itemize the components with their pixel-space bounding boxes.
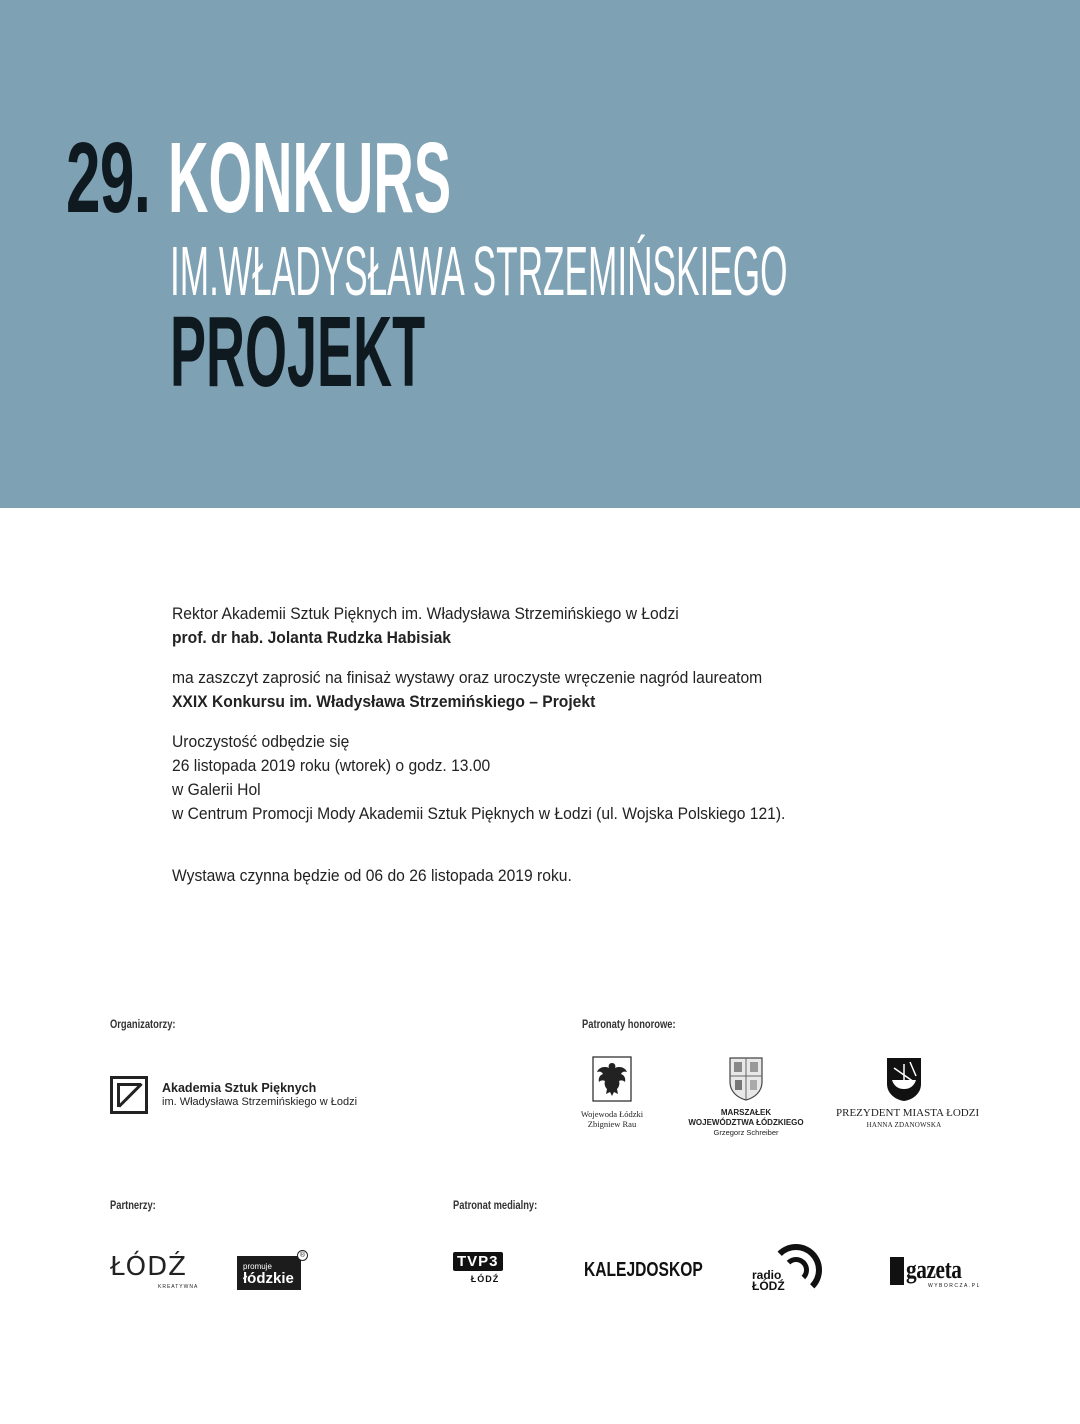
kalejdoskop-logo: KALEJDOSKOP [584, 1259, 703, 1281]
event-date: 26 listopada 2019 roku (wtorek) o godz. 13.00 [172, 756, 491, 775]
partners-label: Partnerzy: [110, 1198, 156, 1212]
invitation-line: Uroczystość odbędzie się [172, 732, 350, 751]
asp-name: Akademia Sztuk Pięknych [162, 1081, 317, 1095]
lodz-boat-coat-icon [884, 1056, 924, 1102]
event-gallery: w Galerii Hol [172, 780, 261, 799]
invitation-text [172, 602, 892, 888]
gazeta-bar-icon [890, 1257, 904, 1285]
invitation-line: Rektor Akademii Sztuk Pięknych im. Władysława Strzemińskiego w Łodzi [172, 604, 679, 623]
radio-lodz-logo: radio ŁÓDŹ [752, 1244, 824, 1300]
patron-marszalek: MARSZAŁEK WOJEWÓDZTWA ŁÓDZKIEGO Grzegorz Schreiber [688, 1056, 804, 1137]
exhibition-dates: Wystawa czynna będzie od 06 do 26 listopada 2019 roku. [172, 866, 572, 885]
competition-name: XXIX Konkursu im. Władysława Strzemińskiego – Projekt [172, 692, 596, 711]
media-label: Patronat medialny: [453, 1198, 538, 1212]
title-subtitle: IM.WŁADYSŁAWA STRZEMIŃSKIEGO [170, 232, 788, 310]
tvp3-lodz-logo: TVP3 ŁÓDŹ [453, 1252, 517, 1284]
asp-subname: im. Władysława Strzemińskiego w Łodzi [162, 1096, 358, 1108]
honorary-label: Patronaty honorowe: [582, 1017, 676, 1031]
title-konkurs: KONKURS [168, 122, 452, 234]
invitation-line: ma zaszczyt zaprosić na finisaż wystawy oraz uroczyste wręczenie nagród laureatom [172, 668, 763, 687]
organizers-label: Organizatorzy: [110, 1017, 176, 1031]
rector-name: prof. dr hab. Jolanta Rudzka Habisiak [172, 628, 451, 647]
voivodeship-coat-icon [726, 1056, 766, 1102]
registered-icon: ® [297, 1250, 308, 1261]
asp-mark-icon [110, 1076, 148, 1114]
patron-prezydent: PREZYDENT MIASTA ŁODZI HANNA ZDANOWSKA [836, 1056, 972, 1130]
promuje-lodzkie-logo: promuje łódzkie ® [237, 1256, 301, 1290]
lodz-kreatywna-logo: ŁÓDŹ KREATYWNA [110, 1252, 199, 1290]
patron-wojewoda: Wojewoda Łódzki Zbigniew Rau [580, 1056, 644, 1129]
eagle-emblem-icon [592, 1056, 632, 1104]
edition-number: 29. [66, 122, 151, 234]
asp-logo [110, 1076, 357, 1114]
gazeta-wyborcza-logo: gazeta WYBORCZA.PL [890, 1255, 972, 1291]
title-category: PROJEKT [170, 296, 426, 408]
event-address: w Centrum Promocji Mody Akademii Sztuk Pięknych w Łodzi (ul. Wojska Polskiego 121). [172, 804, 786, 823]
